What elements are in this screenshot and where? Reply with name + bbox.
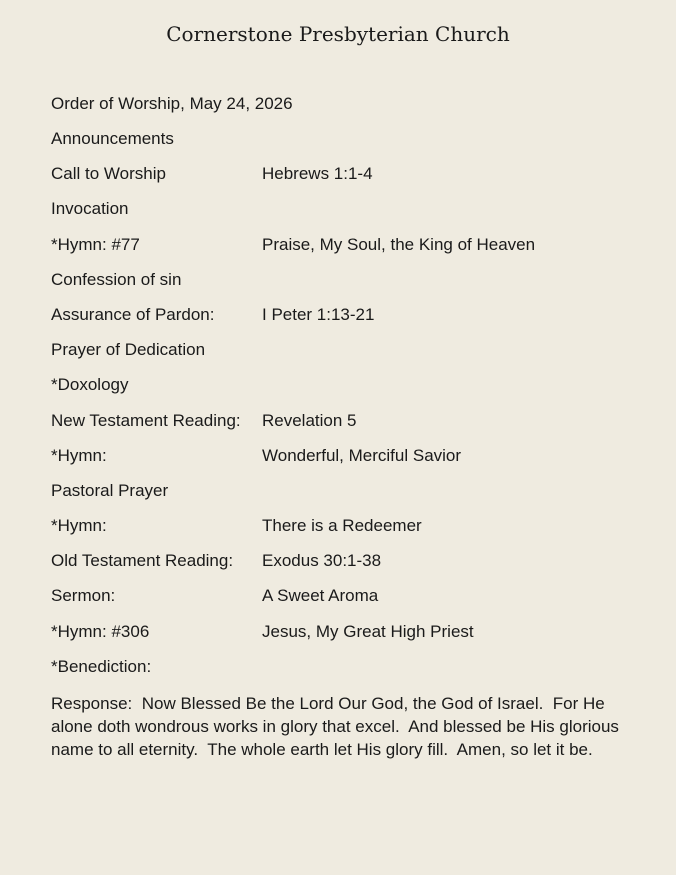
- worship-item-label: Invocation: [51, 199, 129, 219]
- benediction-response: Response: Now Blessed Be the Lord Our God, the God of Israel. For He alone doth wondrous works in glory that excel. And blessed be His glorious name to all eternity. The whole earth let His glory fill. Amen, so let it be.: [51, 694, 624, 759]
- worship-item: [51, 128, 631, 163]
- worship-item: [51, 621, 631, 656]
- worship-item-label: Sermon:: [51, 586, 116, 606]
- worship-item-label: *Benediction:: [51, 656, 152, 676]
- worship-item-label: Call to Worship: [51, 164, 166, 184]
- worship-item-label: *Hymn: #306: [51, 621, 150, 641]
- worship-item-label: Announcements: [51, 129, 174, 148]
- worship-item: [51, 339, 631, 374]
- worship-item-label: *Hymn:: [51, 445, 107, 465]
- worship-item-detail: A Sweet Aroma: [262, 586, 379, 606]
- worship-item-detail: I Peter 1:13-21: [262, 304, 375, 324]
- worship-item: [51, 480, 631, 515]
- worship-item: [51, 550, 631, 585]
- worship-item: [51, 269, 631, 304]
- worship-item: [51, 445, 631, 480]
- worship-item-detail: There is a Redeemer: [262, 516, 422, 536]
- worship-item: [51, 515, 631, 550]
- worship-item-detail: Hebrews 1:1-4: [262, 164, 373, 184]
- worship-item: [51, 234, 631, 269]
- worship-item-label: Old Testament Reading:: [51, 551, 234, 571]
- order-of-worship-list: [51, 128, 631, 691]
- worship-item: [51, 656, 631, 691]
- worship-item: [51, 410, 631, 445]
- worship-item: [51, 163, 631, 198]
- worship-item-label: Prayer of Dedication: [51, 340, 206, 360]
- worship-item-label: *Hymn:: [51, 516, 107, 536]
- worship-item-detail: Praise, My Soul, the King of Heaven: [262, 234, 536, 254]
- church-title: Cornerstone Presbyterian Church: [166, 22, 510, 46]
- order-of-worship-heading: Order of Worship, May 24, 2026: [51, 94, 293, 113]
- worship-item-detail: Exodus 30:1-38: [262, 551, 382, 571]
- worship-item: [51, 198, 631, 233]
- worship-item-detail: Revelation 5: [262, 410, 357, 430]
- worship-item-detail: Wonderful, Merciful Savior: [262, 445, 462, 465]
- worship-item-label: New Testament Reading:: [51, 410, 241, 430]
- worship-item-label: Assurance of Pardon:: [51, 304, 215, 324]
- worship-item-label: Confession of sin: [51, 269, 182, 289]
- worship-item-label: Pastoral Prayer: [51, 480, 169, 500]
- worship-item-label: *Hymn: #77: [51, 234, 140, 254]
- worship-item-detail: Jesus, My Great High Priest: [262, 621, 474, 641]
- worship-item: [51, 374, 631, 409]
- worship-item: [51, 304, 631, 339]
- worship-item-label: *Doxology: [51, 375, 129, 395]
- worship-item: [51, 585, 631, 620]
